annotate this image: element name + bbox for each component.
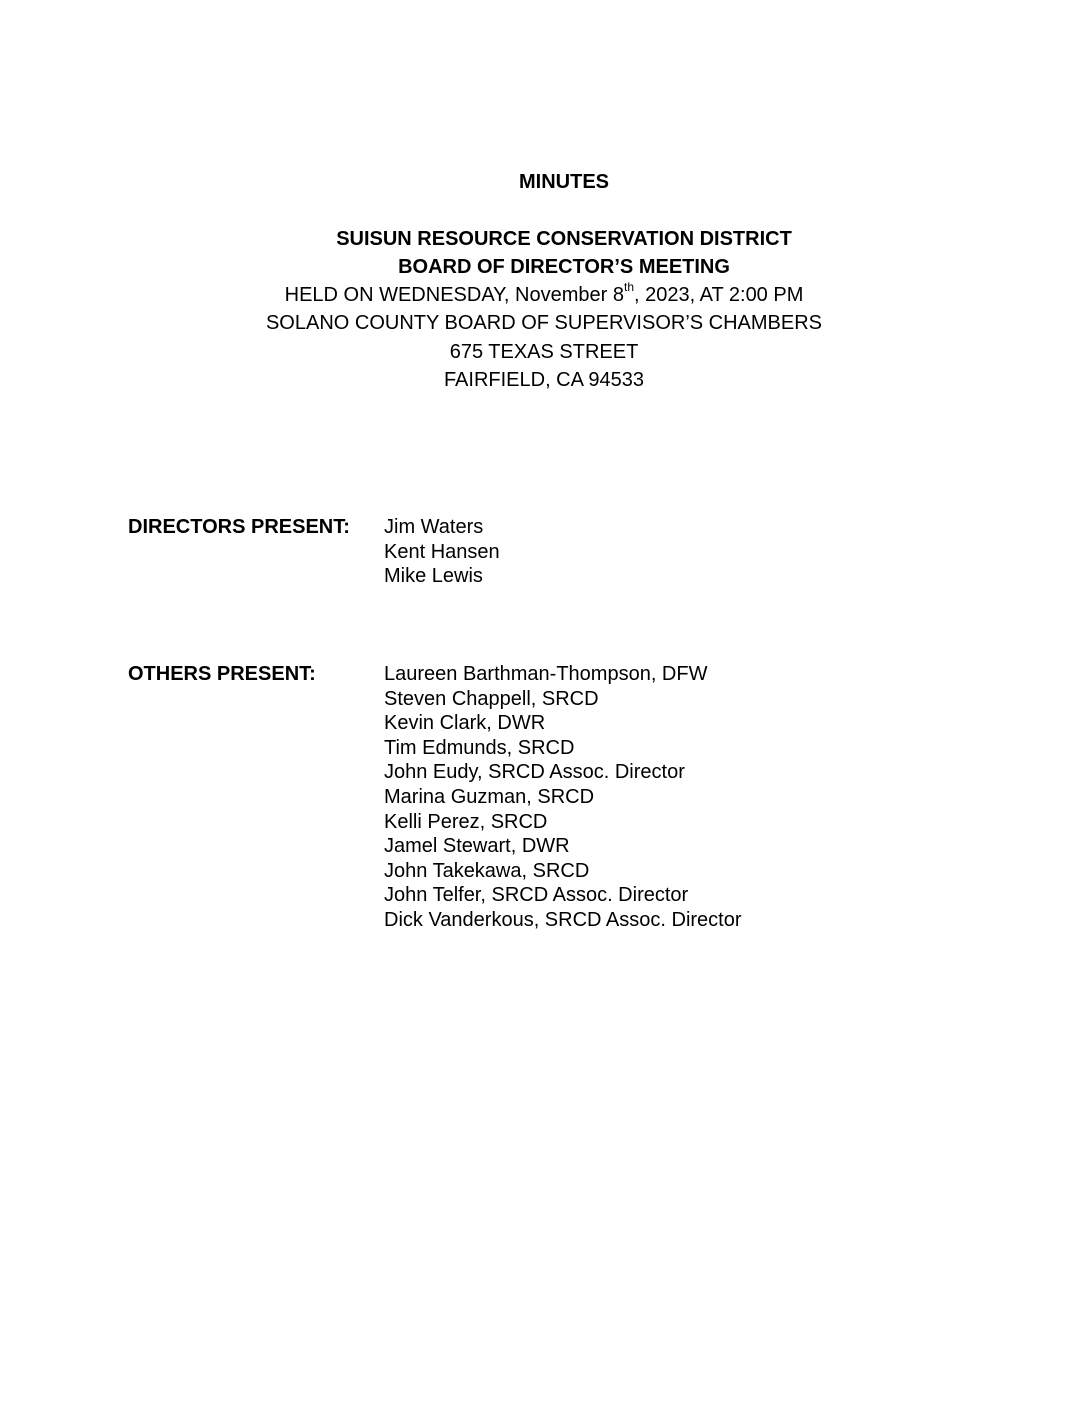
attendee-name: John Takekawa, SRCD — [384, 859, 590, 882]
meeting-location: SOLANO COUNTY BOARD OF SUPERVISOR’S CHAMBERS — [265, 312, 823, 334]
document-title: MINUTES — [519, 171, 609, 193]
meeting-date-prefix: HELD ON WEDNESDAY, November 8 — [284, 284, 624, 306]
attendee-name: Laureen Barthman-Thompson, DFW — [384, 663, 708, 685]
director-name: Jim Waters — [384, 516, 484, 538]
attendee-name: John Telfer, SRCD Assoc. Director — [384, 884, 689, 907]
attendee-name: Steven Chappell, SRCD — [384, 687, 599, 710]
meeting-date-ordinal: th — [623, 280, 634, 295]
others-present-label: OTHERS PRESENT: — [128, 663, 316, 685]
attendee-name: Marina Guzman, SRCD — [384, 785, 595, 808]
attendee-name: Kevin Clark, DWR — [384, 712, 546, 735]
organization-name: SUISUN RESOURCE CONSERVATION DISTRICT — [336, 228, 792, 250]
attendee-name: Dick Vanderkous, SRCD Assoc. Director — [384, 908, 742, 931]
meeting-date-line — [0, 280, 1088, 307]
meeting-street: 675 TEXAS STREET — [449, 341, 639, 363]
directors-present-label: DIRECTORS PRESENT: — [128, 516, 350, 538]
directors-present-list — [384, 515, 500, 589]
attendee-name: Kelli Perez, SRCD — [384, 810, 548, 833]
meeting-name: BOARD OF DIRECTOR’S MEETING — [398, 256, 730, 278]
attendee-name: Jamel Stewart, DWR — [384, 835, 570, 858]
others-present-list — [384, 662, 742, 933]
attendee-name: John Eudy, SRCD Assoc. Director — [384, 761, 685, 784]
meeting-city: FAIRFIELD, CA 94533 — [443, 369, 645, 391]
attendee-name: Tim Edmunds, SRCD — [384, 736, 575, 759]
director-name: Kent Hansen — [384, 540, 500, 563]
meeting-date-suffix: , 2023, AT 2:00 PM — [634, 284, 804, 306]
director-name: Mike Lewis — [384, 565, 483, 588]
